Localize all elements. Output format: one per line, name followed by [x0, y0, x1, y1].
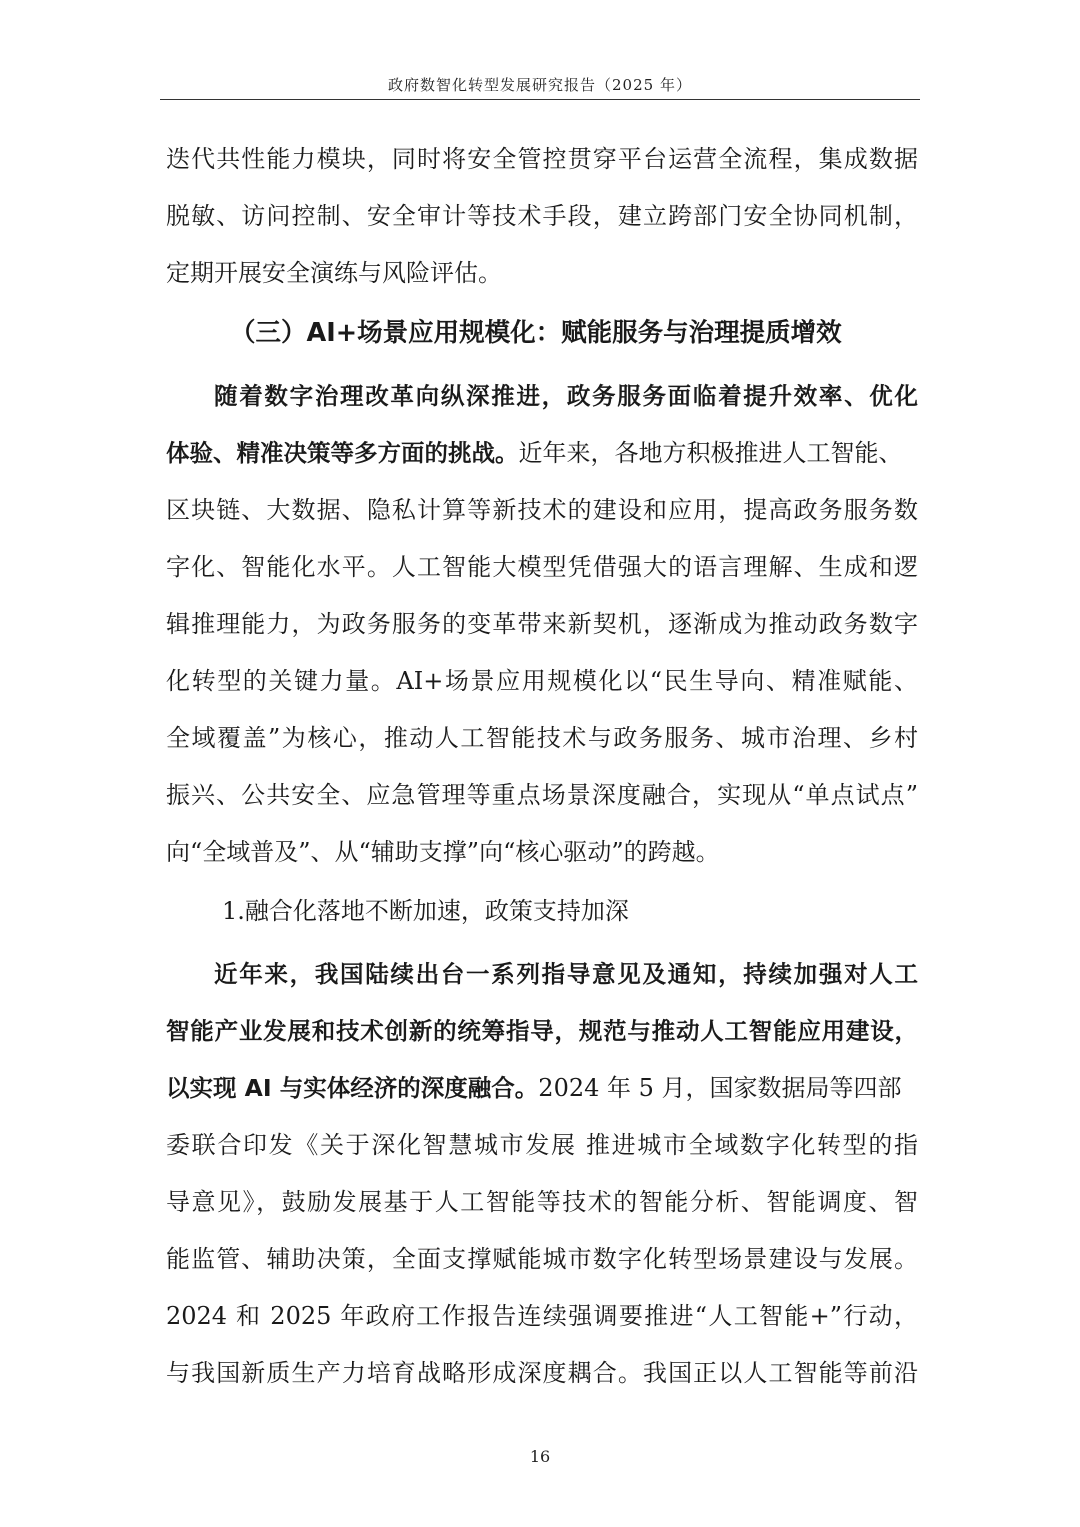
body-line: 迭代共性能力模块，同时将安全管控贯穿平台运营全流程，集成数据 [166, 145, 918, 173]
running-header: 政府数智化转型发展研究报告（2025 年） [388, 76, 692, 94]
lead-sentence: 近年来，我国陆续出台一系列指导意见及通知，持续加强对人工 [214, 960, 918, 988]
page-number: 16 [529, 1447, 551, 1466]
lead-sentence-end: 体验、精准决策等多方面的挑战。 [166, 439, 519, 467]
body-line: 振兴、公共安全、应急管理等重点场景深度融合，实现从“单点试点” [166, 781, 918, 809]
body-text: 2024 年 5 月，国家数据局等四部 [538, 1074, 902, 1102]
body-line [166, 437, 918, 469]
body-text: 近年来，各地方积极推进人工智能、 [518, 439, 903, 467]
body-line: 导意见》，鼓励发展基于人工智能等技术的智能分析、智能调度、智 [166, 1188, 918, 1216]
body-line [166, 1072, 918, 1104]
subsection-heading: 1.融合化落地不断加速，政策支持加深 [222, 897, 629, 925]
body-line: 委联合印发《关于深化智慧城市发展 推进城市全域数字化转型的指 [166, 1131, 918, 1159]
body-line: 字化、智能化水平。人工智能大模型凭借强大的语言理解、生成和逻 [166, 553, 918, 581]
lead-sentence-end: 以实现 AI 与实体经济的深度融合。 [166, 1074, 539, 1102]
header-divider [160, 99, 920, 100]
body-line: 与我国新质生产力培育战略形成深度耦合。我国正以人工智能等前沿 [166, 1359, 918, 1387]
body-line: 全域覆盖”为核心，推动人工智能技术与政务服务、城市治理、乡村 [166, 724, 918, 752]
body-line: 化转型的关键力量。AI+场景应用规模化以“民生导向、精准赋能、 [166, 667, 918, 695]
lead-sentence: 随着数字治理改革向纵深推进，政务服务面临着提升效率、优化 [214, 382, 918, 410]
body-line: 区块链、大数据、隐私计算等新技术的建设和应用，提高政务服务数 [166, 496, 918, 524]
section-heading: （三）AI+场景应用规模化：赋能服务与治理提质增效 [230, 318, 842, 348]
body-line: 向“全域普及”、从“辅助支撑”向“核心驱动”的跨越。 [166, 838, 720, 866]
body-line: 2024 和 2025 年政府工作报告连续强调要推进“人工智能+”行动， [166, 1302, 918, 1330]
body-line: 定期开展安全演练与风险评估。 [166, 259, 502, 287]
body-line: 脱敏、访问控制、安全审计等技术手段，建立跨部门安全协同机制， [166, 202, 918, 230]
lead-sentence: 智能产业发展和技术创新的统筹指导，规范与推动人工智能应用建设， [166, 1017, 918, 1045]
body-line: 能监管、辅助决策，全面支撑赋能城市数字化转型场景建设与发展。 [166, 1245, 918, 1273]
body-line: 辑推理能力，为政务服务的变革带来新契机，逐渐成为推动政务数字 [166, 610, 918, 638]
